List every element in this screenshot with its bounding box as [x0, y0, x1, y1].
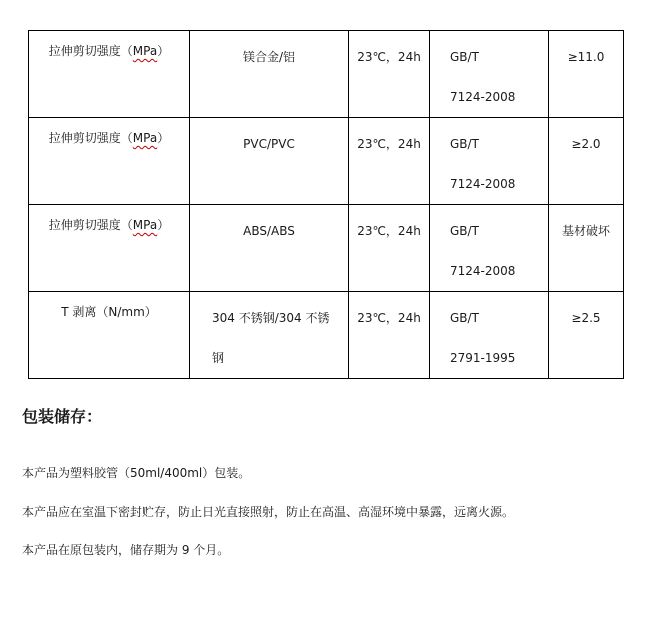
table-row — [29, 292, 624, 379]
condition-cell — [349, 205, 430, 292]
value-cell — [549, 31, 624, 118]
storage-paragraph: 本产品应在室温下密封贮存，防止日光直接照射，防止在高温、高湿环境中暴露，远离火源。 — [22, 505, 515, 519]
unit-text: MPa — [132, 131, 158, 145]
test-item-suffix: ） — [157, 131, 170, 145]
table-row — [29, 31, 624, 118]
standard-code: GB/T — [450, 311, 479, 325]
test-item-suffix: ） — [157, 218, 170, 232]
condition-text: 23℃，24h — [357, 311, 421, 325]
standard-number: 7124-2008 — [450, 177, 516, 191]
condition-text: 23℃，24h — [357, 137, 421, 151]
test-item-cell — [29, 205, 190, 292]
test-item-suffix: ） — [157, 44, 170, 58]
condition-text: 23℃，24h — [357, 224, 421, 238]
standard-number: 7124-2008 — [450, 264, 516, 278]
value-text: ≥2.0 — [571, 137, 601, 151]
standard-number: 2791-1995 — [450, 351, 516, 365]
packaging-paragraph: 本产品为塑料胶管（50ml/400ml）包装。 — [22, 466, 251, 480]
test-item-text: T 剥离（N/mm） — [61, 305, 157, 319]
substrate-text: ABS/ABS — [243, 224, 295, 238]
substrate-cell — [190, 292, 349, 379]
substrate-text-continued: 钢 — [212, 351, 225, 365]
standard-cell — [430, 31, 549, 118]
standard-cell — [430, 292, 549, 379]
value-cell — [549, 205, 624, 292]
substrate-text: PVC/PVC — [243, 137, 295, 151]
test-item-cell — [29, 292, 190, 379]
shelf-life-paragraph: 本产品在原包装内，储存期为 9 个月。 — [22, 543, 230, 557]
substrate-cell — [190, 118, 349, 205]
condition-text: 23℃，24h — [357, 50, 421, 64]
standard-code: GB/T — [450, 137, 479, 151]
standard-code: GB/T — [450, 224, 479, 238]
spec-table — [28, 30, 624, 379]
substrate-cell — [190, 205, 349, 292]
substrate-cell — [190, 31, 349, 118]
test-item-text: 拉伸剪切强度（ — [48, 44, 133, 58]
test-item-text: 拉伸剪切强度（ — [48, 131, 133, 145]
standard-cell — [430, 205, 549, 292]
value-text: 基材破坏 — [561, 224, 610, 238]
table-row — [29, 205, 624, 292]
test-item-cell — [29, 118, 190, 205]
condition-cell — [349, 118, 430, 205]
substrate-text: 镁合金/铝 — [242, 50, 296, 64]
unit-text: MPa — [132, 218, 158, 232]
unit-text: MPa — [132, 44, 158, 58]
test-item-cell — [29, 31, 190, 118]
value-text: ≥2.5 — [571, 311, 601, 325]
section-title: 包装储存： — [22, 407, 103, 426]
value-text: ≥11.0 — [567, 50, 605, 64]
condition-cell — [349, 31, 430, 118]
value-cell — [549, 118, 624, 205]
test-item-text: 拉伸剪切强度（ — [48, 218, 133, 232]
substrate-text: 304 不锈钢/304 不锈 — [212, 311, 330, 325]
table-row — [29, 118, 624, 205]
value-cell — [549, 292, 624, 379]
standard-number: 7124-2008 — [450, 90, 516, 104]
standard-cell — [430, 118, 549, 205]
condition-cell — [349, 292, 430, 379]
standard-code: GB/T — [450, 50, 479, 64]
